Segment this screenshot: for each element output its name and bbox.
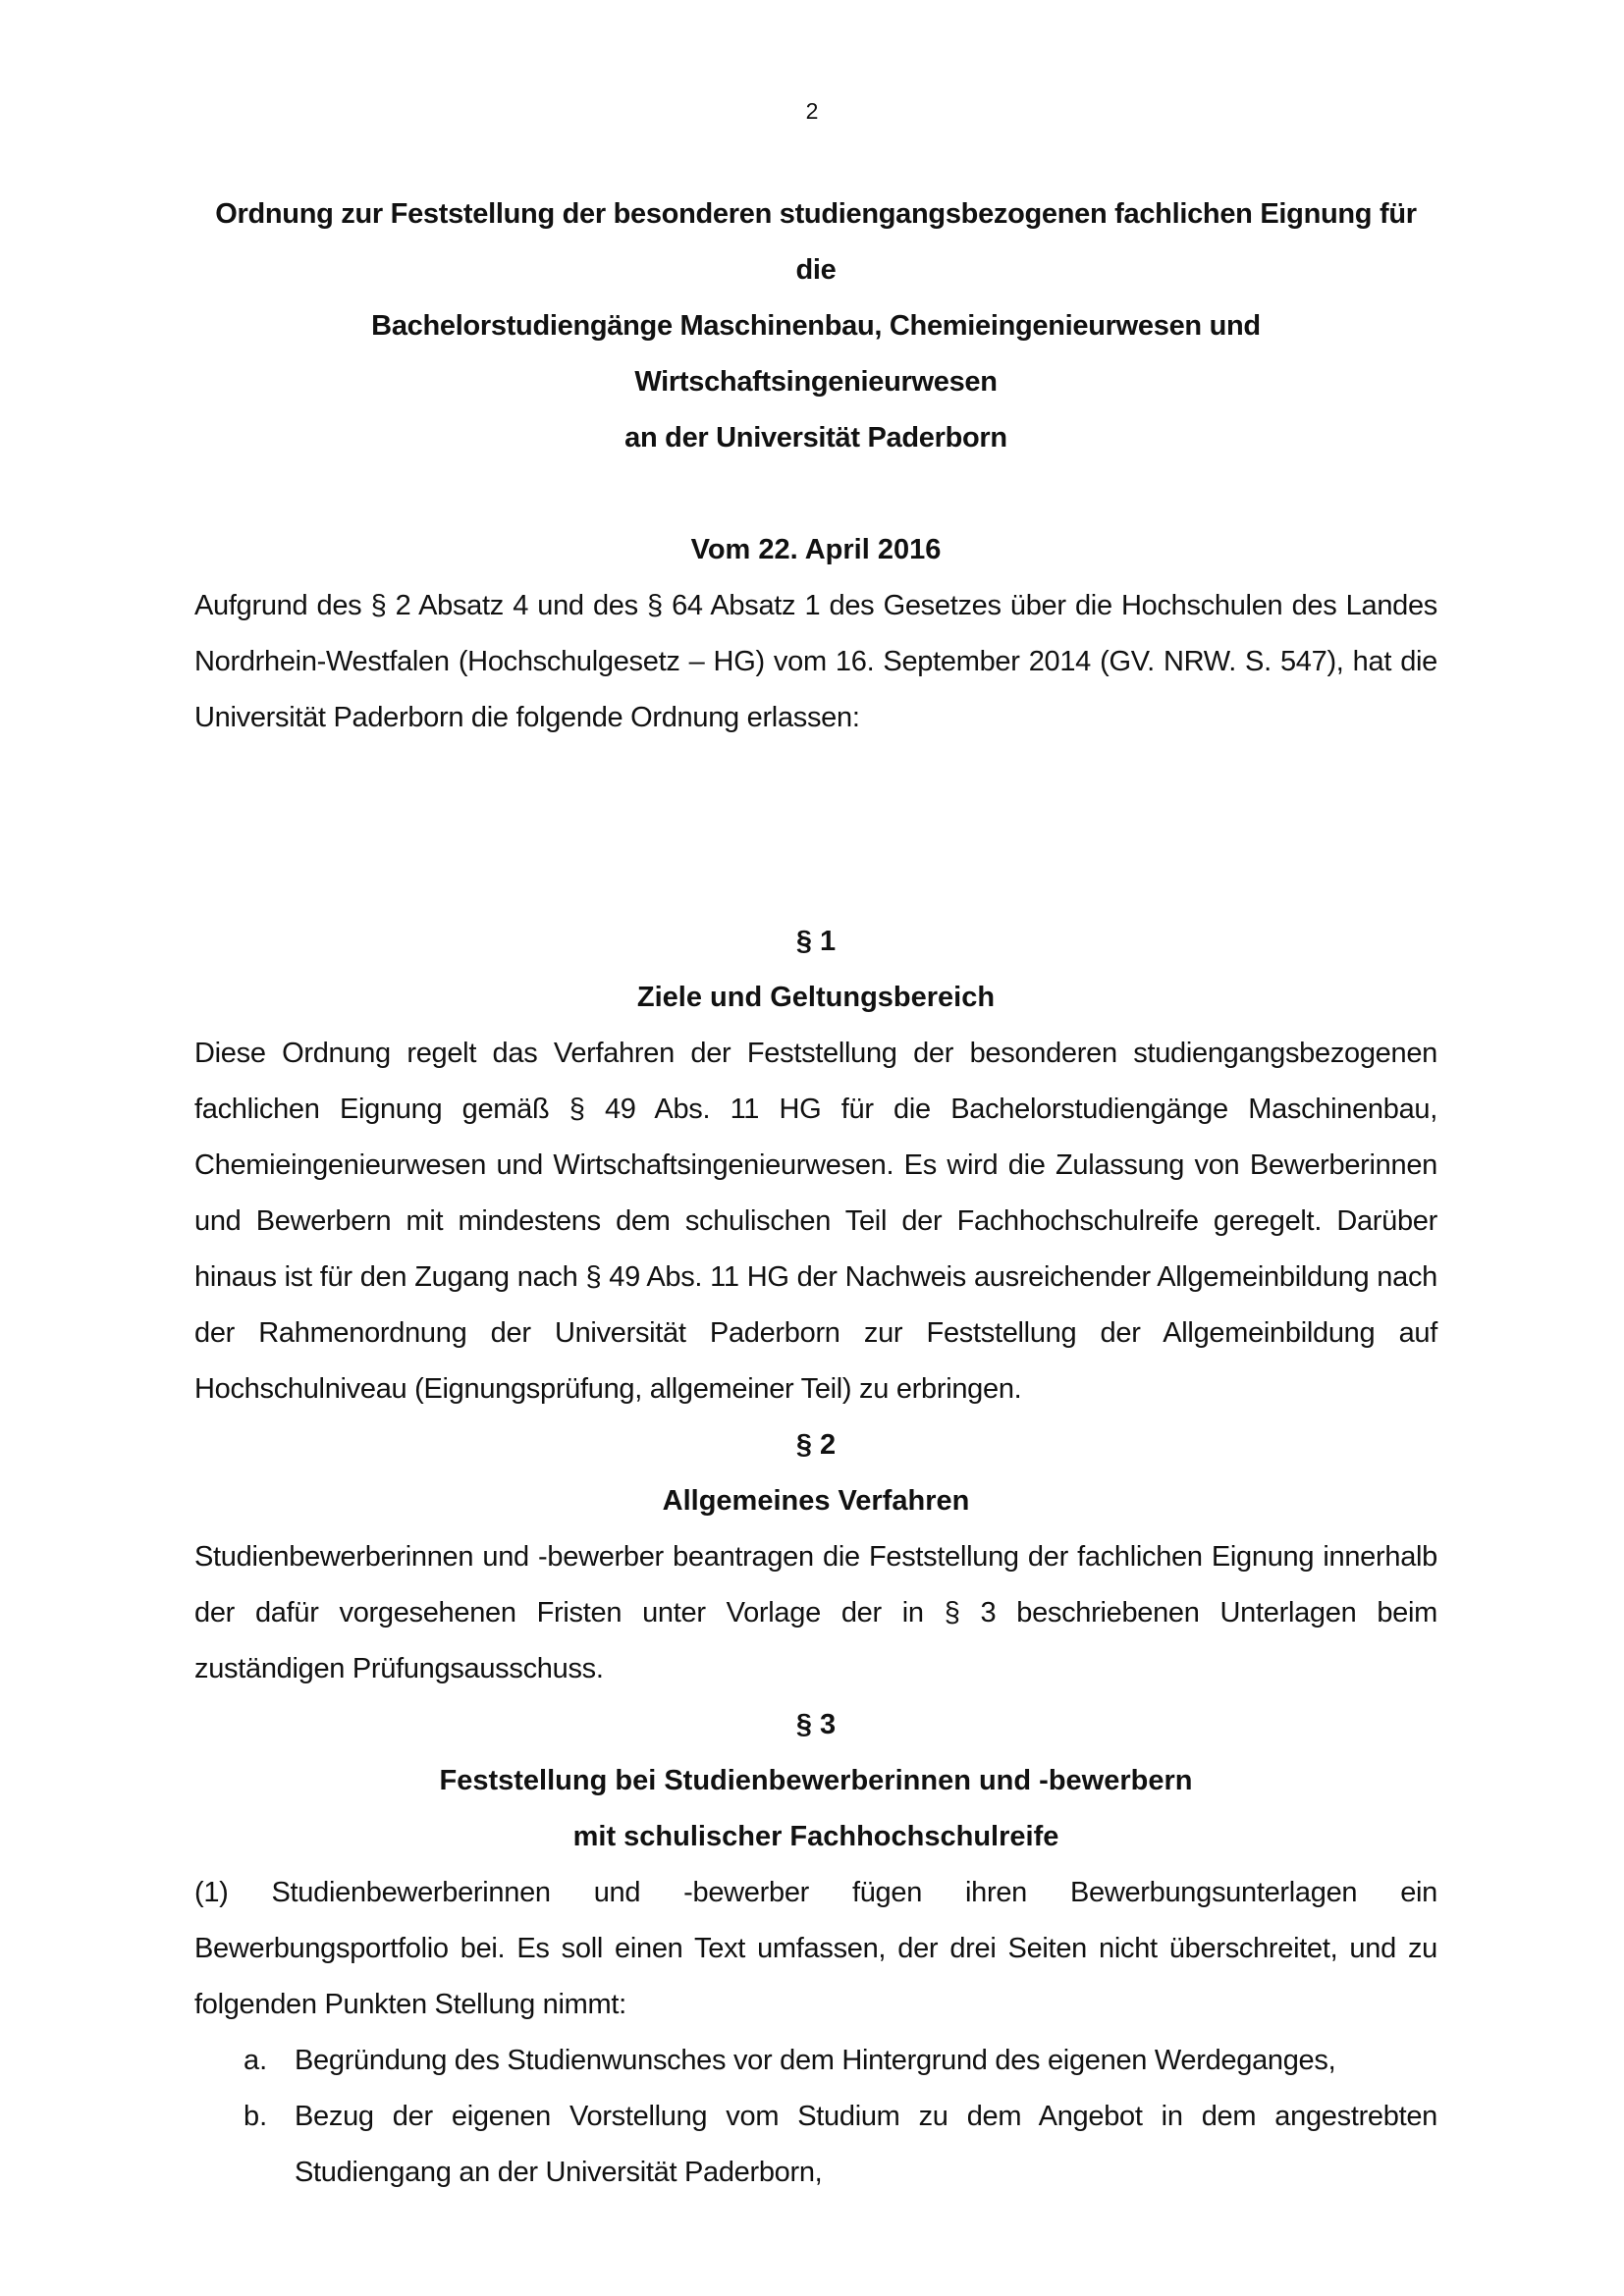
- list-item-marker: a.: [244, 2045, 268, 2076]
- list-item-marker: b.: [244, 2101, 268, 2132]
- section-3-title-line-1: Feststellung bei Studienbewerberinnen und -bewerbern: [439, 1765, 1193, 1796]
- section-2-title: Allgemeines Verfahren: [662, 1485, 970, 1517]
- preamble-paragraph: Aufgrund des § 2 Absatz 4 und des § 64 Absatz 1 des Gesetzes über die Hochschulen des Landes Nordrhein-Westfalen (Hochschulgesetz – HG) vom 16. September 2014 (GV. NRW. S. 547), hat die Universität Paderborn die folgende Ordnung erlassen:: [194, 590, 1437, 733]
- section-1-text: Diese Ordnung regelt das Verfahren der Feststellung der besonderen studiengangsbezogenen fachlichen Eignung gemäß § 49 Abs. 11 HG für die Bachelorstudiengänge Maschinenbau, Chemieingenieurwesen und Wirtschaftsingenieurwesen. Es wird die Zulassung von Bewerberinnen und Bewerbern mit mindestens dem schulischen Teil der Fachhochschulreife geregelt. Darüber hinaus ist für den Zugang nach § 49 Abs. 11 HG der Nachweis ausreichender Allgemeinbildung nach der Rahmenordnung der Universität Paderborn zur Feststellung der Allgemeinbildung auf Hochschulniveau (Eignungsprüfung, allgemeiner Teil) zu erbringen.: [194, 1038, 1437, 1405]
- document-body: [194, 187, 1437, 2201]
- section-3-title-line-2: mit schulischer Fachhochschulreife: [572, 1821, 1059, 1852]
- title-line-3: an der Universität Paderborn: [624, 422, 1007, 454]
- list-item-text: Bezug der eigenen Vorstellung vom Studium zu dem Angebot in dem angestrebten Studiengang an der Universität Paderborn,: [295, 2101, 1437, 2188]
- section-3-list: [194, 2033, 1437, 2201]
- title-line-2: Bachelorstudiengänge Maschinenbau, Chemieingenieurwesen und Wirtschaftsingenieurwesen: [371, 310, 1261, 398]
- document-title: [194, 187, 1437, 466]
- section-3-text: (1) Studienbewerberinnen und -bewerber fügen ihren Bewerbungsunterlagen ein Bewerbungsportfolio bei. Es soll einen Text umfassen, der drei Seiten nicht überschreitet, und zu folgenden Punkten Stellung nimmt:: [194, 1877, 1437, 2020]
- section-2-number: § 2: [795, 1429, 837, 1461]
- section-1-title: Ziele und Geltungsbereich: [636, 982, 996, 1013]
- section-2-text: Studienbewerberinnen und -bewerber beantragen die Feststellung der fachlichen Eignung innerhalb der dafür vorgesehenen Fristen unter Vorlage der in § 3 beschriebenen Unterlagen beim zuständigen Prüfungsausschuss.: [194, 1541, 1437, 1684]
- list-item: [244, 2089, 1437, 2201]
- title-line-1: Ordnung zur Feststellung der besonderen studiengangsbezogenen fachlichen Eignung für die: [215, 198, 1417, 286]
- section-1-number: § 1: [795, 926, 837, 957]
- page-number: 2: [805, 98, 819, 124]
- document-date: Vom 22. April 2016: [690, 534, 942, 565]
- section-3-title: [194, 1753, 1437, 1865]
- section-3-number: § 3: [795, 1709, 837, 1740]
- list-item: [244, 2033, 1437, 2089]
- list-item-text: Begründung des Studienwunsches vor dem Hintergrund des eigenen Werdeganges,: [295, 2045, 1336, 2076]
